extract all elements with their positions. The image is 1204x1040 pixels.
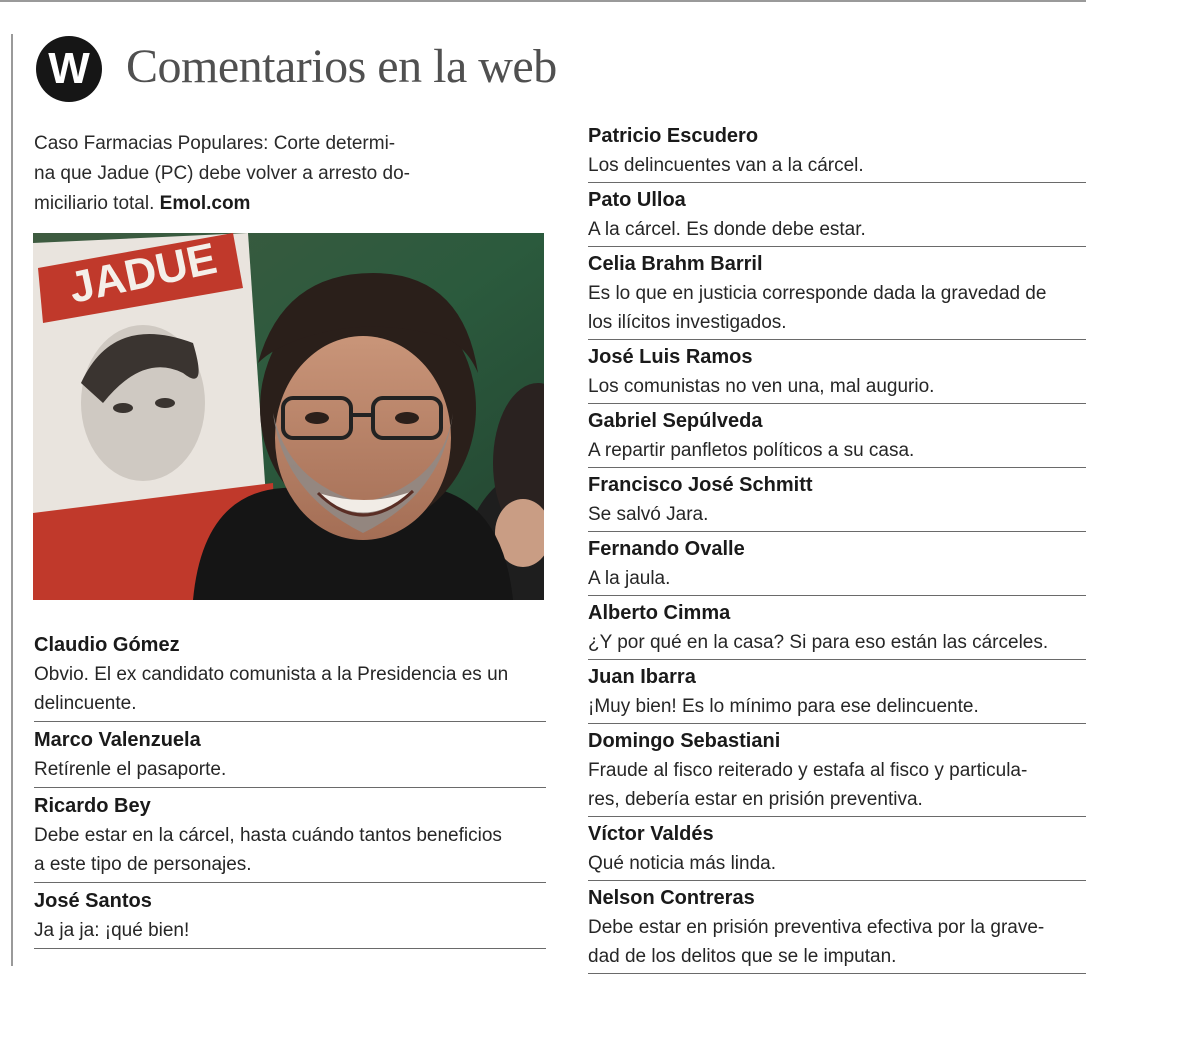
comment-text-line: ¿Y por qué en la casa? Si para eso están las cárceles. — [588, 632, 1049, 653]
comment-text-line: a este tipo de personajes. — [34, 854, 252, 875]
sign-text: JADUE — [64, 233, 221, 313]
comment-author: Ricardo Bey — [34, 795, 151, 817]
comment-author: José Santos — [34, 890, 152, 912]
comment-author: Celia Brahm Barril — [588, 253, 763, 275]
comment-author: Víctor Valdés — [588, 823, 714, 845]
comment-text-line: Es lo que en justicia corresponde dada la gravedad de — [588, 283, 1047, 304]
comment-item — [588, 596, 1086, 660]
comment-item — [588, 247, 1086, 340]
comment-author: Domingo Sebastiani — [588, 730, 781, 752]
news-photo — [33, 233, 544, 600]
comment-text-line: Retírenle el pasaporte. — [34, 759, 227, 780]
comment-item — [588, 404, 1086, 468]
comment-text-line: A la cárcel. Es donde debe estar. — [588, 219, 866, 240]
left-rule — [11, 34, 13, 966]
comment-item — [34, 788, 546, 883]
comment-item — [34, 722, 546, 788]
comment-item — [588, 817, 1086, 881]
comment-author: Nelson Contreras — [588, 887, 755, 909]
w-badge-icon: W — [36, 36, 102, 102]
source-label: Emol.com — [159, 193, 251, 214]
comment-author: Gabriel Sepúlveda — [588, 410, 763, 432]
comment-author: Francisco José Schmitt — [588, 474, 813, 496]
comment-text-line: Fraude al fisco reiterado y estafa al fisco y particula- — [588, 760, 1028, 781]
comment-text-line: Ja ja ja: ¡qué bien! — [34, 920, 190, 941]
lead-line-text: miciliario total. — [34, 193, 160, 214]
comment-author: Alberto Cimma — [588, 602, 731, 624]
comment-author: Pato Ulloa — [588, 189, 686, 211]
comment-item — [588, 532, 1086, 596]
comment-text-line: dad de los delitos que se le imputan. — [588, 946, 897, 967]
top-rule — [0, 0, 1086, 2]
comment-author: José Luis Ramos — [588, 346, 753, 368]
comment-item — [588, 340, 1086, 404]
comment-item — [34, 883, 546, 949]
lead-line: na que Jadue (PC) debe volver a arresto do- — [34, 163, 410, 184]
comment-author: Marco Valenzuela — [34, 729, 201, 751]
comment-text-line: Se salvó Jara. — [588, 504, 709, 525]
lead-line: Caso Farmacias Populares: Corte determi- — [34, 133, 396, 154]
comments-right-column — [588, 119, 1086, 974]
comment-text-line: Debe estar en la cárcel, hasta cuándo tantos beneficios — [34, 825, 502, 846]
comment-item — [588, 183, 1086, 247]
photo-illustration — [33, 233, 544, 600]
lead-text — [34, 129, 474, 219]
comment-author: Fernando Ovalle — [588, 538, 745, 560]
comment-text-line: ¡Muy bien! Es lo mínimo para ese delincuente. — [588, 696, 979, 717]
comment-text-line: Los comunistas no ven una, mal augurio. — [588, 376, 935, 397]
comment-text-line: Obvio. El ex candidato comunista a la Presidencia es un — [34, 664, 509, 685]
comment-item — [588, 468, 1086, 532]
comment-text-line: A la jaula. — [588, 568, 671, 589]
comment-item — [588, 881, 1086, 974]
section-title: Comentarios en la web — [126, 40, 557, 93]
comment-author: Juan Ibarra — [588, 666, 696, 688]
comment-text-line: Los delincuentes van a la cárcel. — [588, 155, 864, 176]
comment-author: Claudio Gómez — [34, 634, 180, 656]
lead-line — [34, 189, 474, 219]
comment-item — [588, 660, 1086, 724]
comment-text-line: los ilícitos investigados. — [588, 312, 787, 333]
comment-text-line: A repartir panfletos políticos a su casa. — [588, 440, 915, 461]
comment-item — [588, 724, 1086, 817]
comment-text-line: res, debería estar en prisión preventiva. — [588, 789, 923, 810]
comment-item — [34, 627, 546, 722]
section-header — [36, 37, 557, 101]
comment-text-line: delincuente. — [34, 693, 137, 714]
comment-author: Patricio Escudero — [588, 125, 759, 147]
comment-text-line: Debe estar en prisión preventiva efectiva por la grave- — [588, 917, 1045, 938]
comment-item — [588, 119, 1086, 183]
comment-text-line: Qué noticia más linda. — [588, 853, 776, 874]
comments-left-column — [34, 627, 546, 949]
